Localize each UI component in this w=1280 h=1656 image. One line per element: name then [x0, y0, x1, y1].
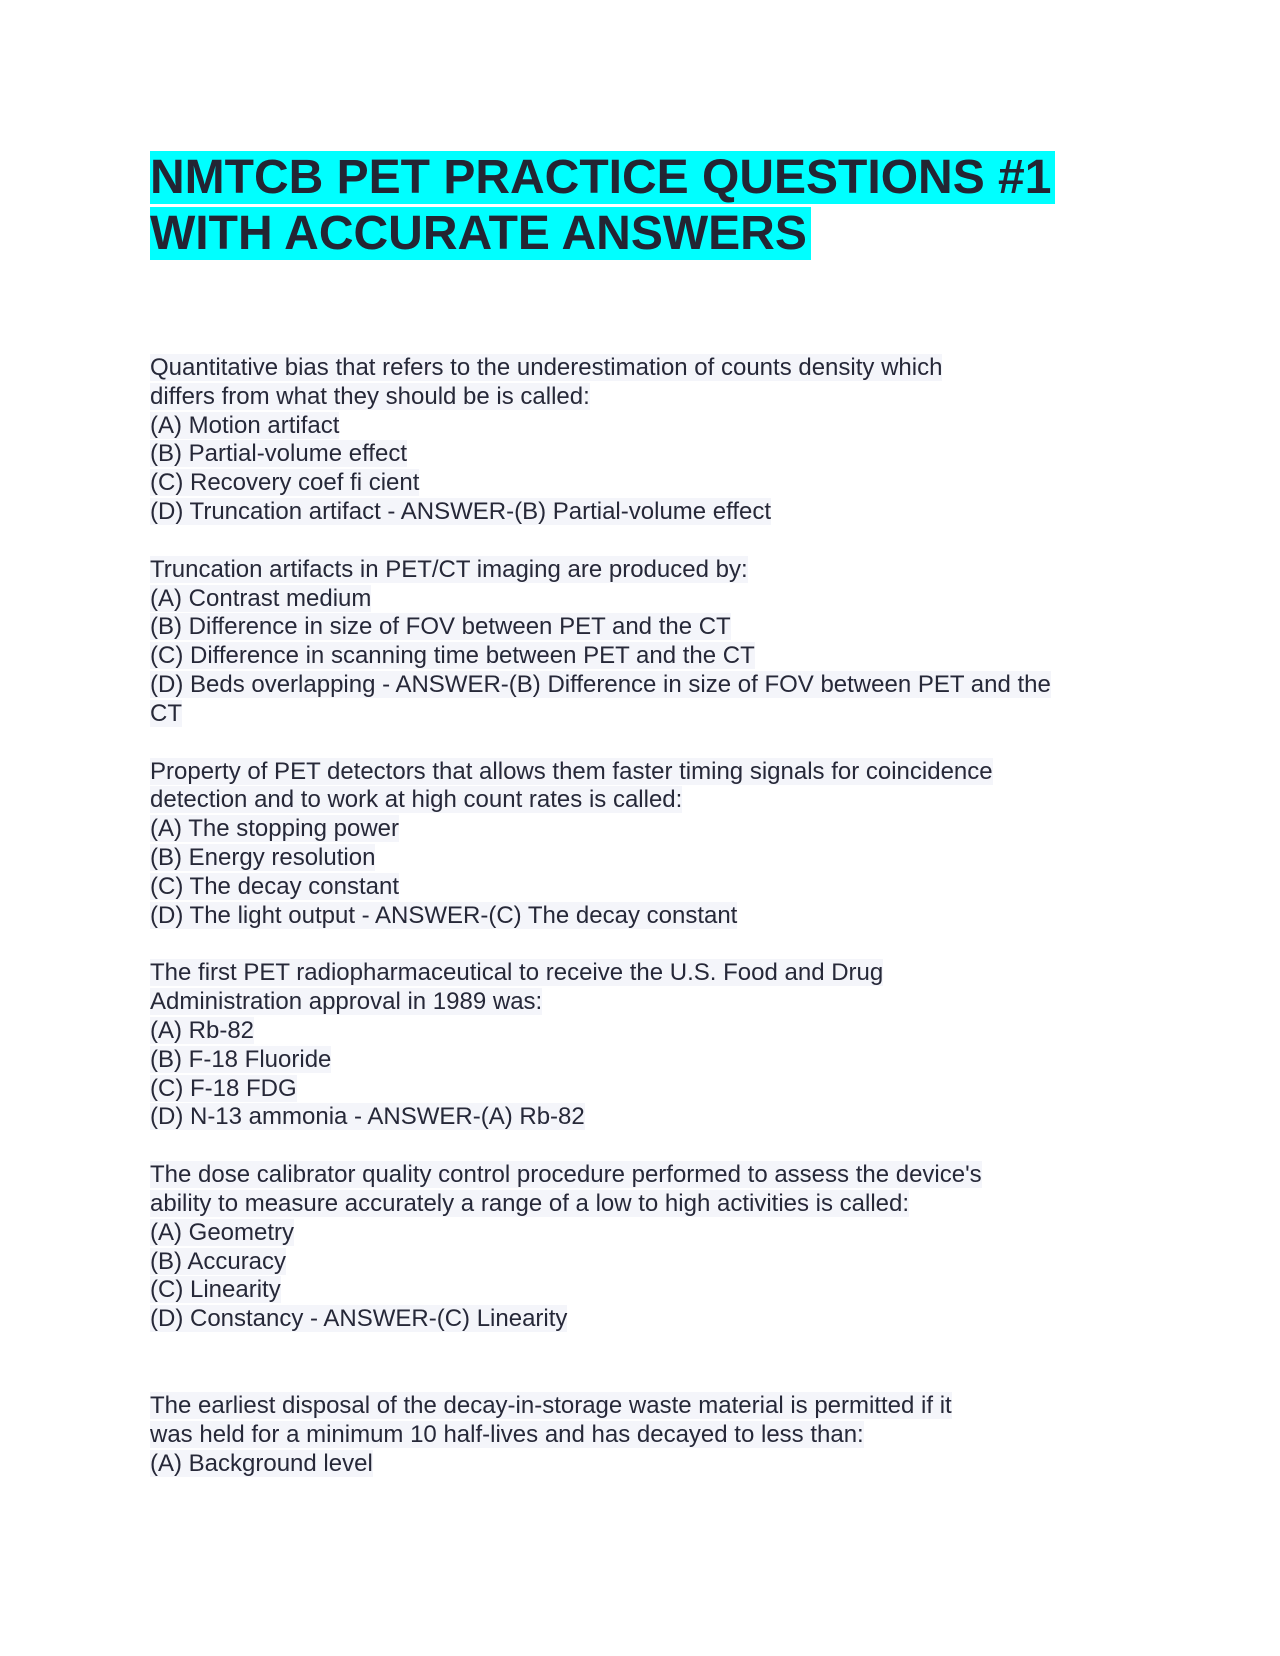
- question-5: [150, 1161, 1110, 1334]
- question-line: Administration approval in 1989 was:: [150, 988, 543, 1016]
- answer-option-with-answer: (D) The light output - ANSWER-(C) The decay constant: [150, 901, 738, 929]
- answer-option: (C) Difference in scanning time between PET and the CT: [150, 642, 755, 670]
- answer-option-with-answer: (D) Constancy - ANSWER-(C) Linearity: [150, 1305, 568, 1333]
- answer-option: (A) The stopping power: [150, 815, 400, 843]
- question-line: ability to measure accurately a range of a low to high activities is called:: [150, 1189, 910, 1217]
- answer-option: (A) Geometry: [150, 1218, 295, 1246]
- question-line: detection and to work at high count rates is called:: [150, 786, 683, 814]
- answer-option-with-answer: (D) Truncation artifact - ANSWER-(B) Partial-volume effect: [150, 497, 772, 525]
- answer-option: (C) The decay constant: [150, 872, 400, 900]
- title-line-2: WITH ACCURATE ANSWERS: [150, 206, 1110, 262]
- title-line-1: NMTCB PET PRACTICE QUESTIONS #1: [150, 150, 1110, 206]
- answer-option: (B) Accuracy: [150, 1247, 287, 1275]
- answer-option-with-answer: (D) N-13 ammonia - ANSWER-(A) Rb-82: [150, 1103, 585, 1131]
- question-line: Truncation artifacts in PET/CT imaging are produced by:: [150, 555, 748, 583]
- question-6: [150, 1392, 1110, 1478]
- question-line: The first PET radiopharmaceutical to receive the U.S. Food and Drug: [150, 959, 884, 987]
- answer-option: (B) Partial-volume effect: [150, 440, 407, 468]
- question-3: [150, 758, 1110, 931]
- question-line: was held for a minimum 10 half-lives and has decayed to less than:: [150, 1420, 864, 1448]
- answer-option: (C) F-18 FDG: [150, 1074, 297, 1102]
- question-4: [150, 959, 1110, 1132]
- question-line: The dose calibrator quality control procedure performed to assess the device's: [150, 1161, 982, 1189]
- answer-continuation: CT: [150, 699, 182, 727]
- question-2: [150, 556, 1110, 729]
- question-line: The earliest disposal of the decay-in-storage waste material is permitted if it: [150, 1391, 952, 1419]
- answer-option: (A) Rb-82: [150, 1016, 255, 1044]
- answer-option: (C) Linearity: [150, 1276, 281, 1304]
- question-line: Property of PET detectors that allows them faster timing signals for coincidence: [150, 757, 993, 785]
- answer-option-with-answer: (D) Beds overlapping - ANSWER-(B) Difference in size of FOV between PET and the: [150, 670, 1051, 698]
- answer-option: (B) Energy resolution: [150, 843, 376, 871]
- answer-option: (A) Contrast medium: [150, 584, 372, 612]
- question-line: differs from what they should be is called:: [150, 382, 590, 410]
- question-1: [150, 354, 1110, 527]
- answer-option: (B) Difference in size of FOV between PET and the CT: [150, 613, 731, 641]
- question-list: [150, 354, 1110, 1478]
- document-page: [150, 150, 1110, 1507]
- answer-option: (A) Background level: [150, 1449, 373, 1477]
- answer-option: (A) Motion artifact: [150, 411, 340, 439]
- answer-option: (B) F-18 Fluoride: [150, 1045, 332, 1073]
- document-title: [150, 150, 1110, 262]
- question-line: Quantitative bias that refers to the underestimation of counts density which: [150, 354, 943, 381]
- answer-option: (C) Recovery coef fi cient: [150, 469, 420, 497]
